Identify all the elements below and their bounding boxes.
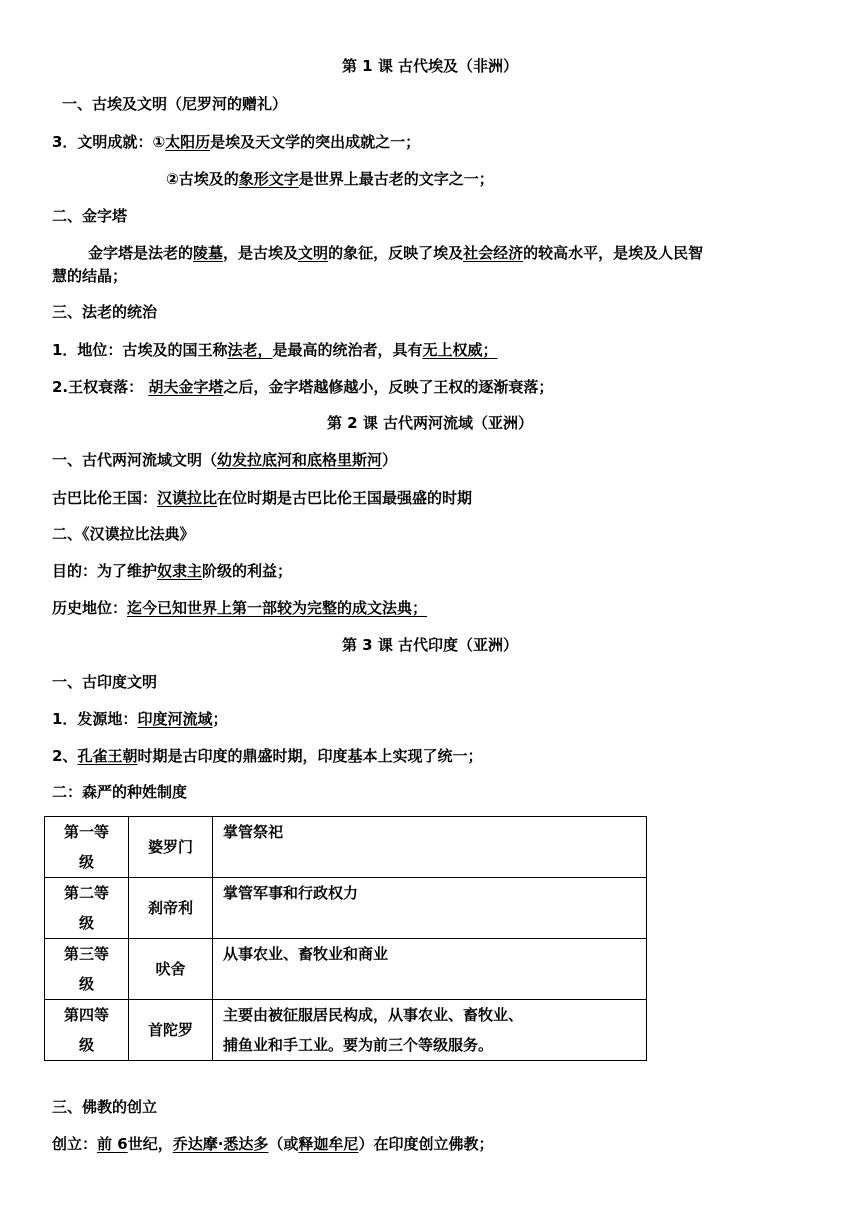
caste-rank-cell (45, 817, 129, 878)
pyramid-text: 金字塔是法老的 (88, 244, 194, 262)
achievement-item-3b (166, 169, 494, 189)
origin-prefix: 1．发源地： (52, 710, 138, 728)
mesopotamia-prefix: 一、古代两河流域文明（ (52, 451, 218, 469)
duty-line1: 掌管军事和行政权力 (223, 884, 359, 902)
lesson2-section1-heading (52, 450, 397, 470)
hieroglyph-prefix: ②古埃及的 (166, 170, 239, 188)
caste-duty-cell (213, 939, 647, 1000)
siddhartha-term: 乔达摩·悉达多 (172, 1135, 269, 1153)
code-purpose-line (52, 561, 292, 581)
founding-mid: （或 (268, 1135, 299, 1153)
solar-calendar-term: 太阳历 (165, 133, 211, 151)
pyramid-paragraph-line2: 慧的结晶； (52, 267, 128, 285)
mesopotamia-suffix: ） (382, 451, 398, 469)
founding-rest: ）在印度创立佛教； (358, 1135, 494, 1153)
lesson3-section3-heading: 三、佛教的创立 (52, 1098, 158, 1116)
maurya-rest: 时期是古印度的鼎盛时期，印度基本上实现了统一； (137, 747, 483, 765)
table-row (45, 817, 647, 878)
purpose-rest: 阶级的利益； (202, 562, 293, 580)
purpose-prefix: 目的：为了维护 (52, 562, 158, 580)
pharaoh-status-prefix: 1．地位：古埃及的国王称 (52, 341, 228, 359)
lesson1-title: 第 1 课 古代埃及（非洲） (341, 57, 519, 75)
rank-line1: 第二等 (63, 884, 109, 902)
caste-rank-cell (45, 878, 129, 939)
buddhism-founding-line (52, 1134, 493, 1154)
caste-rank-cell (45, 939, 129, 1000)
maurya-prefix: 2、 (52, 747, 78, 765)
babylon-line (52, 488, 472, 508)
tomb-term: 陵墓 (193, 244, 224, 262)
maurya-line (52, 746, 482, 766)
table-row (45, 878, 647, 939)
lesson3-section1-heading: 一、古印度文明 (52, 673, 158, 691)
pyramid-text: ，是古埃及 (223, 244, 299, 262)
table-row (45, 939, 647, 1000)
sixth-century-term: 前 6 (97, 1135, 128, 1153)
royal-decline-item (52, 377, 553, 397)
pharaoh-status-item (52, 340, 498, 360)
royal-decline-rest: 之后，金字塔越修越小，反映了王权的逐渐衰落； (223, 378, 554, 396)
duty-line2: 捕鱼业和手工业。要为前三个等级服务。 (223, 1036, 494, 1054)
achievement-rest: 是埃及天文学的突出成就之一； (210, 133, 421, 151)
rank-line2: 级 (78, 975, 94, 993)
lesson3-title: 第 3 课 古代印度（亚洲） (341, 636, 519, 654)
status-prefix: 历史地位： (52, 599, 128, 617)
hieroglyph-term: 象形文字 (238, 170, 299, 188)
caste-duty-cell (213, 817, 647, 878)
pyramid-text: 的较高水平，是埃及人民智 (523, 244, 704, 262)
code-status-line (52, 598, 427, 618)
caste-table (44, 816, 647, 1061)
lesson2-title: 第 2 课 古代两河流域（亚洲） (326, 414, 534, 432)
rank-line1: 第一等 (63, 823, 109, 841)
lesson2-section2-heading: 二、《汉谟拉比法典》 (52, 525, 195, 543)
first-written-code-term: 迄今已知世界上第一部较为完整的成文法典； (127, 599, 428, 617)
babylon-prefix: 古巴比伦王国： (52, 489, 158, 507)
pyramid-paragraph-line1 (88, 243, 703, 263)
pyramid-text: 的象征，反映了埃及 (328, 244, 464, 262)
lesson1-section2-heading: 二、金字塔 (52, 207, 128, 225)
duty-line1: 主要由被征服居民构成，从事农业、畜牧业、 (223, 1006, 524, 1024)
royal-decline-prefix: 2.王权衰落： (52, 378, 149, 396)
khufu-pyramid-term: 胡夫金字塔 (148, 378, 224, 396)
rank-line1: 第三等 (63, 945, 109, 963)
economy-term: 社会经济 (463, 244, 524, 262)
hammurabi-term: 汉谟拉比 (157, 489, 218, 507)
babylon-rest: 在位时期是古巴比伦王国最强盛的时期 (217, 489, 473, 507)
origin-line (52, 709, 227, 729)
caste-rank-cell (45, 1000, 129, 1061)
caste-name-cell: 吠舍 (129, 939, 213, 1000)
hieroglyph-rest: 是世界上最古老的文字之一； (298, 170, 494, 188)
civilization-term: 文明 (298, 244, 329, 262)
indus-valley-term: 印度河流域 (137, 710, 213, 728)
lesson3-section2-heading: 二：森严的种姓制度 (52, 783, 188, 801)
rank-line2: 级 (78, 853, 94, 871)
caste-name-cell: 首陀罗 (129, 1000, 213, 1061)
origin-rest: ； (212, 710, 228, 728)
duty-line1: 掌管祭祀 (223, 823, 284, 841)
caste-duty-cell (213, 878, 647, 939)
slave-owner-term: 奴隶主 (157, 562, 203, 580)
pharaoh-term: 法老， (227, 341, 273, 359)
achievement-item-3 (52, 132, 420, 152)
rank-line2: 级 (78, 1036, 94, 1054)
pharaoh-status-mid: 是最高的统治者，具有 (272, 341, 423, 359)
supreme-authority-term: 无上权威； (422, 341, 498, 359)
rank-line1: 第四等 (63, 1006, 109, 1024)
caste-name-cell: 刹帝利 (129, 878, 213, 939)
maurya-dynasty-term: 孔雀王朝 (77, 747, 138, 765)
founding-mid: 世纪， (127, 1135, 173, 1153)
lesson1-section3-heading: 三、法老的统治 (52, 303, 158, 321)
rank-line2: 级 (78, 914, 94, 932)
two-rivers-term: 幼发拉底河和底格里斯河 (217, 451, 383, 469)
table-row (45, 1000, 647, 1061)
founding-prefix: 创立： (52, 1135, 98, 1153)
caste-duty-cell (213, 1000, 647, 1061)
shakyamuni-term: 释迦牟尼 (298, 1135, 359, 1153)
lesson1-section1-heading: 一、古埃及文明（尼罗河的赠礼） (62, 95, 288, 113)
achievement-prefix: 3．文明成就：① (52, 133, 166, 151)
caste-name-cell: 婆罗门 (129, 817, 213, 878)
duty-line1: 从事农业、畜牧业和商业 (223, 945, 389, 963)
